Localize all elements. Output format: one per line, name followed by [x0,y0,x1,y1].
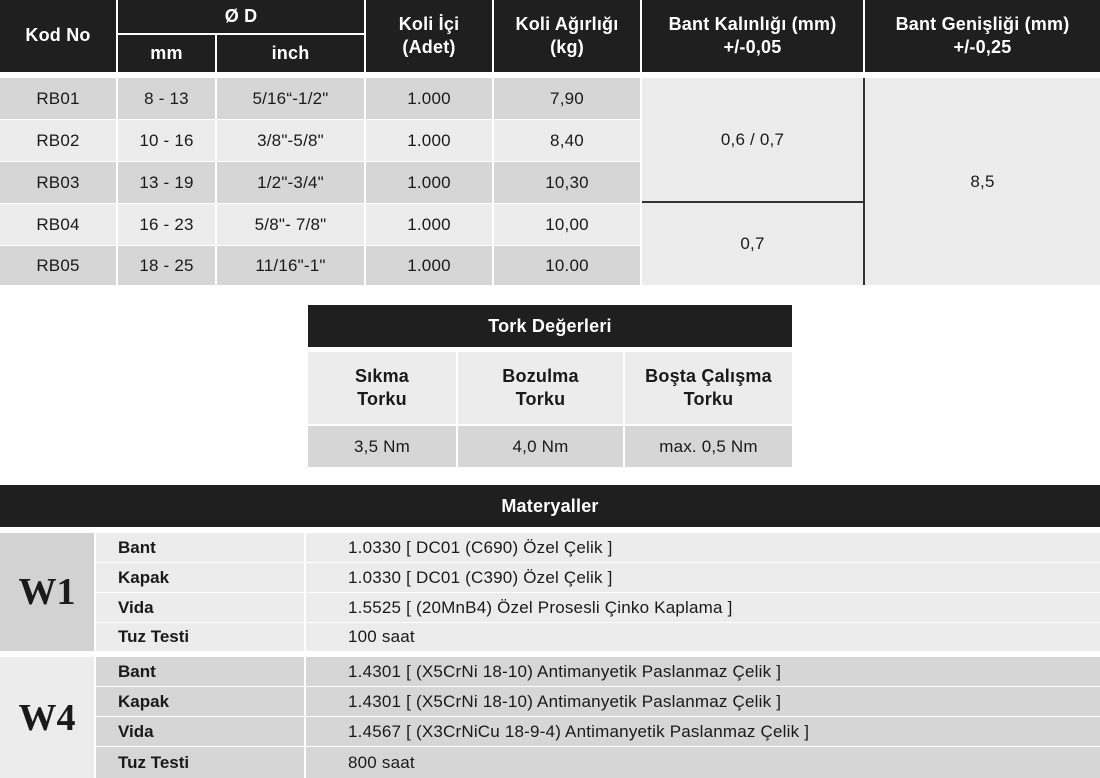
materials-title: Materyaller [0,485,1100,527]
material-value: 1.4301 [ (X5CrNi 18-10) Antimanyetik Paslanmaz Çelik ] [348,661,782,681]
cell-thickness-group-1: 0,6 / 0,7 [642,78,863,201]
cell-mm: 8 - 13 [144,88,189,108]
torque-header-bosta: Boşta Çalışma Torku [625,352,792,424]
material-label: Kapak [118,567,170,587]
material-value: 1.4301 [ (X5CrNi 18-10) Antimanyetik Paslanmaz Çelik ] [348,691,782,711]
material-value: 100 saat [348,627,415,646]
material-value: 1.4567 [ (X3CrNiCu 18-9-4) Antimanyetik Paslanmaz Çelik ] [348,721,810,741]
cell-inch: 3/8"-5/8" [257,130,324,150]
cell-mm: 13 - 19 [139,172,194,192]
cell-adet: 1.000 [407,255,451,275]
grade-w1: W1 [0,533,94,651]
material-label: Tuz Testi [118,627,190,646]
header-koli-agirligi: Koli Ağırlığı (kg) [494,0,640,72]
material-value: 1.5525 [ (20MnB4) Özel Prosesli Çinko Kaplama ] [348,597,733,617]
cell-kod: RB04 [36,214,80,234]
material-label: Bant [118,661,156,681]
cell-kg: 8,40 [550,130,584,150]
cell-kg: 10,30 [545,172,589,192]
header-kod-no: Kod No [0,0,116,72]
torque-title: Tork Değerleri [308,305,792,347]
material-value: 800 saat [348,752,415,772]
cell-kod: RB02 [36,130,80,150]
cell-inch: 1/2"-3/4" [257,172,324,192]
cell-mm: 10 - 16 [139,130,194,150]
cell-kg: 7,90 [550,88,584,108]
cell-kod: RB01 [36,88,80,108]
cell-kod: RB03 [36,172,80,192]
torque-value-bozulma: 4,0 Nm [458,426,623,467]
header-bant-genisligi: Bant Genişliği (mm) +/-0,25 [865,0,1100,72]
torque-header-sikma: Sıkma Torku [308,352,456,424]
cell-adet: 1.000 [407,214,451,234]
cell-inch: 5/8"- 7/8" [254,214,327,234]
cell-width-all: 8,5 [865,78,1100,285]
material-label: Vida [118,597,154,617]
cell-mm: 16 - 23 [139,214,194,234]
cell-kod: RB05 [36,255,80,275]
cell-inch: 5/16“-1/2" [252,88,329,108]
torque-header-bozulma: Bozulma Torku [458,352,623,424]
cell-adet: 1.000 [407,130,451,150]
material-label: Bant [118,537,156,557]
cell-thickness-group-2: 0,7 [642,203,863,285]
torque-value-sikma: 3,5 Nm [308,426,456,467]
material-value: 1.0330 [ DC01 (C390) Özel Çelik ] [348,567,613,587]
cell-adet: 1.000 [407,88,451,108]
header-mm: mm [118,35,215,72]
header-bant-kalinligi: Bant Kalınlığı (mm) +/-0,05 [642,0,863,72]
cell-mm: 18 - 25 [139,255,194,275]
cell-kg: 10.00 [545,255,589,275]
material-value: 1.0330 [ DC01 (C690) Özel Çelik ] [348,537,613,557]
material-label: Vida [118,721,154,741]
cell-inch: 11/16"-1" [255,255,326,275]
cell-kg: 10,00 [545,214,589,234]
header-koli-ici: Koli İçi (Adet) [366,0,492,72]
material-label: Tuz Testi [118,752,190,772]
header-od: Ø D [118,0,364,33]
torque-value-bosta: max. 0,5 Nm [625,426,792,467]
header-inch: inch [217,35,364,72]
cell-adet: 1.000 [407,172,451,192]
material-label: Kapak [118,691,170,711]
grade-w4: W4 [0,657,94,778]
